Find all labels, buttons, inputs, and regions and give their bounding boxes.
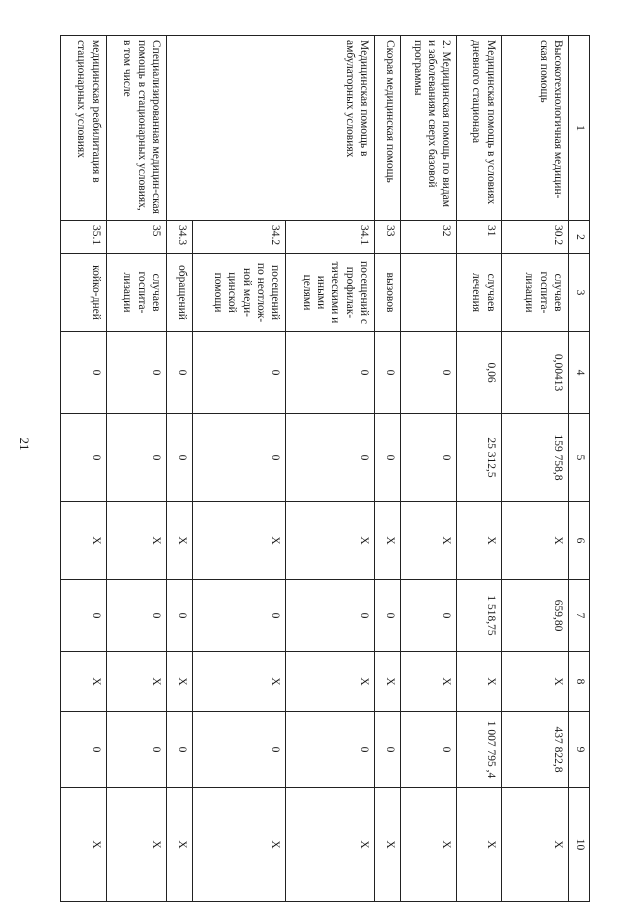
- column-header: 4: [569, 332, 590, 414]
- value-cell: 0: [286, 414, 375, 502]
- unit-cell: [401, 254, 457, 332]
- value-cell: Х: [61, 502, 107, 580]
- row-number-cell: 35.1: [61, 221, 107, 254]
- value-cell: 0: [167, 712, 193, 788]
- unit-cell: посещений с профилак-тическими и иными целями: [286, 254, 375, 332]
- value-cell: Х: [167, 788, 193, 902]
- row-number-cell: 34.2: [193, 221, 286, 254]
- column-header: 3: [569, 254, 590, 332]
- table-row: [457, 36, 501, 902]
- value-cell: Х: [286, 788, 375, 902]
- unit-cell: посещений по неотлож-ной меди-цинской помощи: [193, 254, 286, 332]
- unit-cell: случаев лечения: [457, 254, 501, 332]
- value-cell: 0: [375, 712, 401, 788]
- value-cell: 659,80: [501, 580, 568, 652]
- value-cell: 0: [167, 332, 193, 414]
- value-cell: 0: [286, 332, 375, 414]
- value-cell: Х: [61, 788, 107, 902]
- column-header: 7: [569, 580, 590, 652]
- care-type-cell: Медицинская помощь в условиях дневного стационара: [457, 36, 501, 221]
- column-header: 6: [569, 502, 590, 580]
- value-cell: 0: [193, 580, 286, 652]
- value-cell: Х: [401, 788, 457, 902]
- value-cell: Х: [106, 652, 167, 712]
- column-header: 10: [569, 788, 590, 902]
- value-cell: Х: [106, 788, 167, 902]
- value-cell: 0: [401, 414, 457, 502]
- value-cell: 0: [61, 414, 107, 502]
- row-number-cell: 33: [375, 221, 401, 254]
- value-cell: Х: [457, 652, 501, 712]
- care-type-cell: Медицинская помощь в амбулаторных условиях: [167, 36, 375, 221]
- value-cell: 159 758,8: [501, 414, 568, 502]
- value-cell: 0: [106, 712, 167, 788]
- care-type-cell: Скорая медицинская помощь: [375, 36, 401, 221]
- table-row: [106, 36, 167, 902]
- value-cell: 0: [375, 414, 401, 502]
- table-row: [501, 36, 568, 902]
- care-type-cell: Высокотехнологичная медицин-ская помощь: [501, 36, 568, 221]
- row-number-cell: 30.2: [501, 221, 568, 254]
- value-cell: Х: [457, 788, 501, 902]
- value-cell: 1 007 795 ,4: [457, 712, 501, 788]
- value-cell: Х: [401, 502, 457, 580]
- row-number-cell: 31: [457, 221, 501, 254]
- row-number-cell: 34.1: [286, 221, 375, 254]
- value-cell: 0: [61, 580, 107, 652]
- value-cell: 437 822,8: [501, 712, 568, 788]
- unit-cell: случаев госпита-лизации: [501, 254, 568, 332]
- row-number-cell: 34.3: [167, 221, 193, 254]
- column-header: 1: [569, 36, 590, 221]
- value-cell: 0: [193, 332, 286, 414]
- value-cell: 0: [167, 414, 193, 502]
- unit-cell: койко-дней: [61, 254, 107, 332]
- unit-cell: вызовов: [375, 254, 401, 332]
- value-cell: Х: [167, 652, 193, 712]
- row-number-cell: 35: [106, 221, 167, 254]
- value-cell: Х: [501, 652, 568, 712]
- value-cell: Х: [286, 652, 375, 712]
- value-cell: 1 518,75: [457, 580, 501, 652]
- value-cell: 0: [106, 332, 167, 414]
- value-cell: 0: [286, 580, 375, 652]
- value-cell: Х: [501, 502, 568, 580]
- table-row: [286, 36, 375, 902]
- value-cell: Х: [457, 502, 501, 580]
- care-type-cell: Специализированная медицин-ская помощь в стационарных условиях, в том числе: [106, 36, 167, 221]
- value-cell: Х: [286, 502, 375, 580]
- unit-cell: случаев госпита-лизации: [106, 254, 167, 332]
- page-number: 21: [17, 437, 32, 451]
- unit-cell: обращений: [167, 254, 193, 332]
- value-cell: 0: [401, 712, 457, 788]
- value-cell: 0: [193, 712, 286, 788]
- value-cell: Х: [375, 652, 401, 712]
- value-cell: 0: [106, 414, 167, 502]
- rotated-table-inner: [60, 35, 590, 901]
- value-cell: 25 312,5: [457, 414, 501, 502]
- medical-care-table: [60, 35, 590, 902]
- rotated-table-wrapper: [60, 35, 590, 901]
- header-row: [569, 36, 590, 902]
- value-cell: 0: [106, 580, 167, 652]
- value-cell: Х: [193, 502, 286, 580]
- value-cell: Х: [193, 788, 286, 902]
- value-cell: 0: [375, 332, 401, 414]
- value-cell: Х: [375, 788, 401, 902]
- value-cell: 0: [167, 580, 193, 652]
- value-cell: Х: [401, 652, 457, 712]
- value-cell: Х: [167, 502, 193, 580]
- value-cell: 0: [401, 332, 457, 414]
- value-cell: Х: [501, 788, 568, 902]
- value-cell: Х: [61, 652, 107, 712]
- value-cell: Х: [193, 652, 286, 712]
- value-cell: Х: [106, 502, 167, 580]
- value-cell: 0: [401, 580, 457, 652]
- care-type-cell: медицинская реабилитация в стационарных условиях: [61, 36, 107, 221]
- value-cell: 0: [61, 712, 107, 788]
- value-cell: 0,06: [457, 332, 501, 414]
- column-header: 8: [569, 652, 590, 712]
- column-header: 2: [569, 221, 590, 254]
- care-type-cell: 2. Медицинская помощь по видам и заболеваниям сверх базовой программы: [401, 36, 457, 221]
- row-number-cell: 32: [401, 221, 457, 254]
- value-cell: Х: [375, 502, 401, 580]
- value-cell: 0: [375, 580, 401, 652]
- column-header: 9: [569, 712, 590, 788]
- table-row: [401, 36, 457, 902]
- value-cell: 0,00413: [501, 332, 568, 414]
- table-row: [61, 36, 107, 902]
- table-row: [375, 36, 401, 902]
- value-cell: 0: [61, 332, 107, 414]
- value-cell: 0: [193, 414, 286, 502]
- column-header: 5: [569, 414, 590, 502]
- value-cell: 0: [286, 712, 375, 788]
